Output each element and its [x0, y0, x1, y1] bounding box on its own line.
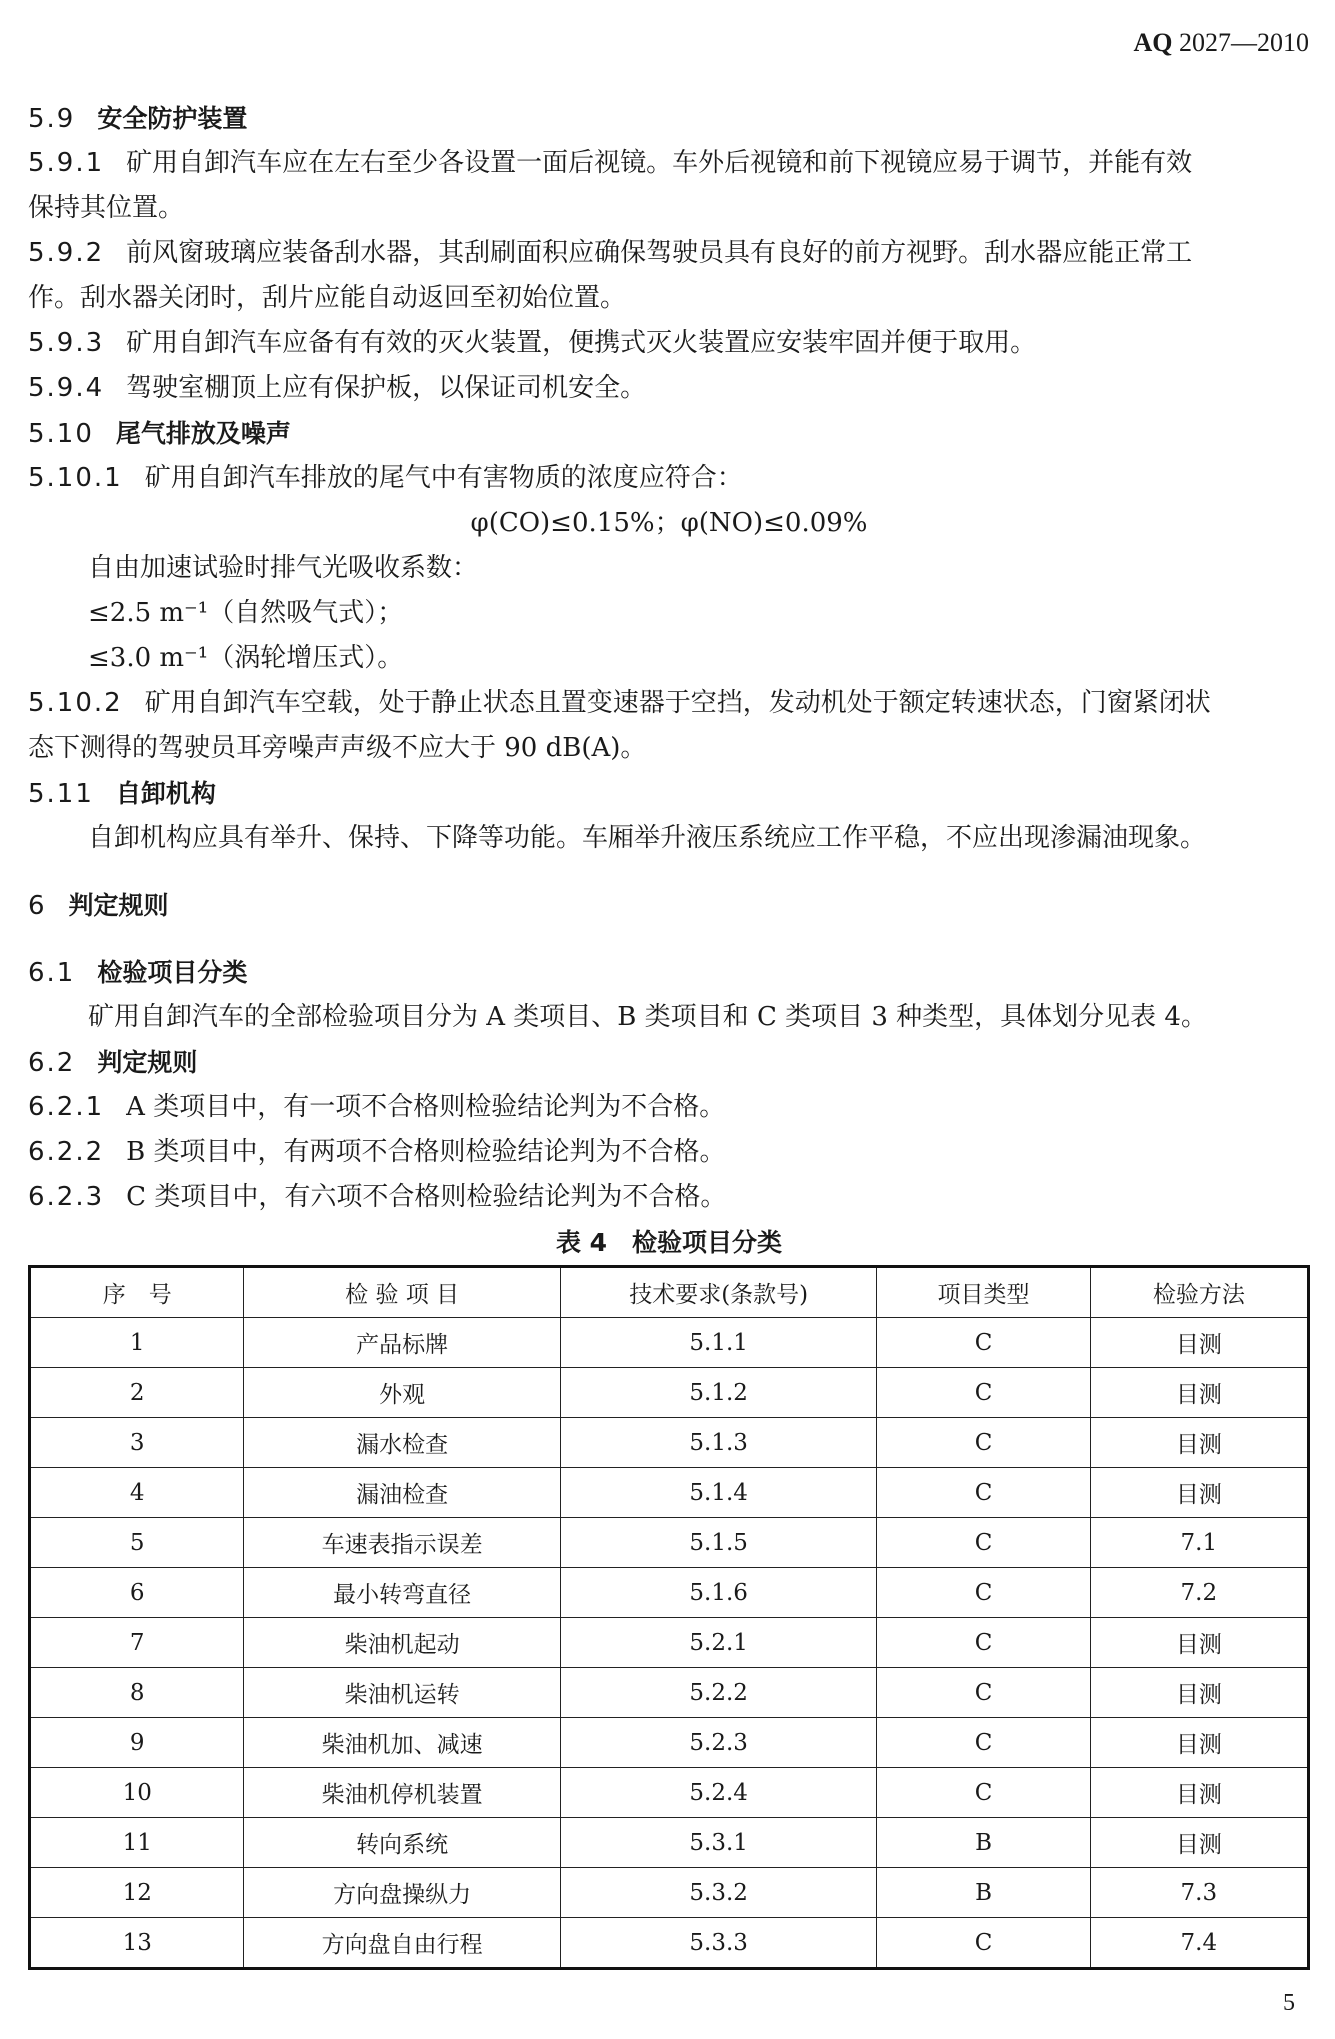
clause-number: 5.10.2	[28, 688, 123, 718]
table-cell: 11	[30, 1818, 244, 1868]
table-row	[30, 1768, 1309, 1818]
table-cell: 柴油机停机装置	[244, 1768, 560, 1818]
spacer	[28, 928, 1310, 950]
column-header: 项目类型	[877, 1267, 1090, 1318]
section-heading	[28, 771, 1310, 816]
table-cell: 12	[30, 1868, 244, 1918]
document-body	[28, 96, 1310, 1970]
paragraph-line	[28, 995, 1310, 1040]
table-cell: 5.1.4	[560, 1468, 877, 1518]
clause-number: 5.9.1	[28, 148, 105, 178]
paragraph-line	[28, 681, 1310, 726]
table-cell: 4	[30, 1468, 244, 1518]
table-cell: 目测	[1090, 1668, 1308, 1718]
table-header-row	[30, 1267, 1309, 1318]
paragraph-line	[28, 546, 1310, 591]
page-number: 5	[1283, 1990, 1295, 2016]
line-text: 保持其位置。	[28, 193, 185, 223]
paragraph-line	[28, 1175, 1310, 1220]
table-cell: 7.3	[1090, 1868, 1308, 1918]
table-cell: 目测	[1090, 1618, 1308, 1668]
table-row	[30, 1318, 1309, 1368]
heading-text: 安全防护装置	[97, 104, 248, 133]
table-row	[30, 1468, 1309, 1518]
clause-number: 5.10	[28, 419, 94, 449]
table-cell: 5	[30, 1518, 244, 1568]
table-cell: 5.1.3	[560, 1418, 877, 1468]
table-cell: 外观	[244, 1368, 560, 1418]
table-cell: C	[877, 1668, 1090, 1718]
clause-number: 5.10.1	[28, 463, 123, 493]
table-cell: 5.2.2	[560, 1668, 877, 1718]
table-cell: 漏水检查	[244, 1418, 560, 1468]
table-cell: 最小转弯直径	[244, 1568, 560, 1618]
table-cell: 7.4	[1090, 1918, 1308, 1969]
paragraph-line	[28, 231, 1310, 276]
table-row	[30, 1668, 1309, 1718]
table-cell: 13	[30, 1918, 244, 1969]
paragraph-line	[28, 141, 1310, 186]
table-cell: 5.2.3	[560, 1718, 877, 1768]
paragraph-line	[28, 276, 1310, 321]
table-cell: C	[877, 1718, 1090, 1768]
line-text: 自由加速试验时排气光吸收系数：	[88, 553, 479, 583]
column-header: 检验方法	[1090, 1267, 1308, 1318]
clause-number: 6.2.2	[28, 1137, 105, 1167]
line-text: 矿用自卸汽车排放的尾气中有害物质的浓度应符合：	[144, 463, 743, 493]
clause-number: 5.9.3	[28, 328, 105, 358]
table-cell: 5.3.3	[560, 1918, 877, 1969]
table-cell: 目测	[1090, 1468, 1308, 1518]
table-cell: 8	[30, 1668, 244, 1718]
table-cell: 10	[30, 1768, 244, 1818]
table-cell: 5.1.2	[560, 1368, 877, 1418]
table-row	[30, 1718, 1309, 1768]
table-cell: 5.3.2	[560, 1868, 877, 1918]
line-text: ≤2.5 m⁻¹（自然吸气式）；	[88, 598, 404, 628]
section-heading	[28, 1040, 1310, 1085]
table-cell: B	[877, 1818, 1090, 1868]
paragraph-line	[28, 726, 1310, 771]
table-row	[30, 1418, 1309, 1468]
table-cell: 9	[30, 1718, 244, 1768]
table-cell: C	[877, 1768, 1090, 1818]
table-cell: 产品标牌	[244, 1318, 560, 1368]
table-cell: 5.1.5	[560, 1518, 877, 1568]
paragraph-line	[28, 321, 1310, 366]
paragraph-line	[28, 636, 1310, 681]
line-text: 驾驶室棚顶上应有保护板，以保证司机安全。	[126, 373, 647, 403]
table-cell: 车速表指示误差	[244, 1518, 560, 1568]
standard-number: 2027—2010	[1179, 28, 1309, 57]
table-cell: 2	[30, 1368, 244, 1418]
table-cell: 7.1	[1090, 1518, 1308, 1568]
table-cell: C	[877, 1618, 1090, 1668]
line-text: 矿用自卸汽车空载，处于静止状态且置变速器于空挡，发动机处于额定转速状态，门窗紧闭状	[144, 688, 1211, 718]
table-cell: 5.1.1	[560, 1318, 877, 1368]
standard-header	[1134, 28, 1310, 58]
table-cell: 目测	[1090, 1768, 1308, 1818]
standard-prefix: AQ	[1133, 28, 1173, 57]
clause-number: 6.2.3	[28, 1182, 105, 1212]
table-cell: 方向盘操纵力	[244, 1868, 560, 1918]
clause-number: 6.2	[28, 1048, 76, 1078]
table-title: 表 4 检验项目分类	[555, 1228, 783, 1257]
clause-number: 6	[28, 891, 47, 921]
table-cell: 6	[30, 1568, 244, 1618]
table-cell: 柴油机运转	[244, 1668, 560, 1718]
table-cell: 7.2	[1090, 1568, 1308, 1618]
clause-number: 5.9	[28, 104, 76, 134]
table-row	[30, 1518, 1309, 1568]
table-body	[30, 1318, 1309, 1969]
table-cell: 目测	[1090, 1318, 1308, 1368]
table-cell: 3	[30, 1418, 244, 1468]
table-row	[30, 1368, 1309, 1418]
table-cell: C	[877, 1468, 1090, 1518]
table-row	[30, 1618, 1309, 1668]
heading-text: 尾气排放及噪声	[115, 419, 291, 448]
heading-text: 自卸机构	[115, 779, 216, 808]
line-text: 作。刮水器关闭时，刮片应能自动返回至初始位置。	[28, 283, 627, 313]
table-cell: 柴油机起动	[244, 1618, 560, 1668]
line-text: A 类项目中，有一项不合格则检验结论判为不合格。	[126, 1092, 726, 1122]
table-cell: 5.2.1	[560, 1618, 877, 1668]
table-cell: 转向系统	[244, 1818, 560, 1868]
paragraph-line	[28, 186, 1310, 231]
table-cell: 5.2.4	[560, 1768, 877, 1818]
inspection-table	[28, 1265, 1310, 1970]
line-text: ≤3.0 m⁻¹（涡轮增压式）。	[88, 643, 404, 673]
clause-number: 6.2.1	[28, 1092, 105, 1122]
table-row	[30, 1868, 1309, 1918]
table-row	[30, 1818, 1309, 1868]
paragraph-line	[28, 816, 1310, 861]
table-cell: 目测	[1090, 1718, 1308, 1768]
column-header: 检 验 项 目	[244, 1267, 560, 1318]
clause-number: 5.9.4	[28, 373, 105, 403]
table-cell: C	[877, 1368, 1090, 1418]
table-row	[30, 1568, 1309, 1618]
table-cell: B	[877, 1868, 1090, 1918]
table-row	[30, 1918, 1309, 1969]
table-cell: C	[877, 1518, 1090, 1568]
table-cell: 目测	[1090, 1418, 1308, 1468]
table-cell: 5.3.1	[560, 1818, 877, 1868]
table-cell: C	[877, 1568, 1090, 1618]
line-text: 自卸机构应具有举升、保持、下降等功能。车厢举升液压系统应工作平稳，不应出现渗漏油现象。	[88, 823, 1207, 853]
text-lines	[28, 96, 1310, 1220]
line-text: 矿用自卸汽车应备有有效的灭火装置，便携式灭火装置应安装牢固并便于取用。	[126, 328, 1037, 358]
table-cell: C	[877, 1918, 1090, 1969]
heading-text: 判定规则	[68, 891, 169, 920]
line-text: 矿用自卸汽车应在左右至少各设置一面后视镜。车外后视镜和前下视镜应易于调节，并能有效	[126, 148, 1193, 178]
section-heading	[28, 950, 1310, 995]
clause-number: 5.11	[28, 779, 94, 809]
table-cell: 5.1.6	[560, 1568, 877, 1618]
column-header: 序 号	[30, 1267, 244, 1318]
clause-number: 5.9.2	[28, 238, 105, 268]
formula-line	[28, 501, 1310, 546]
table-cell: 目测	[1090, 1368, 1308, 1418]
section-heading	[28, 96, 1310, 141]
table-cell: 7	[30, 1618, 244, 1668]
table-cell: 方向盘自由行程	[244, 1918, 560, 1969]
table-cell: C	[877, 1418, 1090, 1468]
spacer	[28, 861, 1310, 883]
line-text: C 类项目中，有六项不合格则检验结论判为不合格。	[126, 1182, 727, 1212]
table-cell: 1	[30, 1318, 244, 1368]
section-heading	[28, 411, 1310, 456]
line-text: B 类项目中，有两项不合格则检验结论判为不合格。	[126, 1137, 726, 1167]
paragraph-line	[28, 366, 1310, 411]
table-cell: 漏油检查	[244, 1468, 560, 1518]
table-cell: 柴油机加、减速	[244, 1718, 560, 1768]
paragraph-line	[28, 1130, 1310, 1175]
paragraph-line	[28, 456, 1310, 501]
line-text: φ(CO)≤0.15%；φ(NO)≤0.09%	[470, 508, 868, 538]
heading-text: 检验项目分类	[97, 958, 248, 987]
line-text: 矿用自卸汽车的全部检验项目分为 A 类项目、B 类项目和 C 类项目 3 种类型，具体划分见表 4。	[88, 1002, 1207, 1032]
section-heading	[28, 883, 1310, 928]
clause-number: 6.1	[28, 958, 76, 988]
column-header: 技术要求(条款号)	[560, 1267, 877, 1318]
table-cell: 目测	[1090, 1818, 1308, 1868]
table-cell: C	[877, 1318, 1090, 1368]
line-text: 态下测得的驾驶员耳旁噪声声级不应大于 90 dB(A)。	[28, 733, 647, 763]
heading-text: 判定规则	[97, 1048, 198, 1077]
paragraph-line	[28, 591, 1310, 636]
paragraph-line	[28, 1085, 1310, 1130]
line-text: 前风窗玻璃应装备刮水器，其刮刷面积应确保驾驶员具有良好的前方视野。刮水器应能正常工	[126, 238, 1193, 268]
